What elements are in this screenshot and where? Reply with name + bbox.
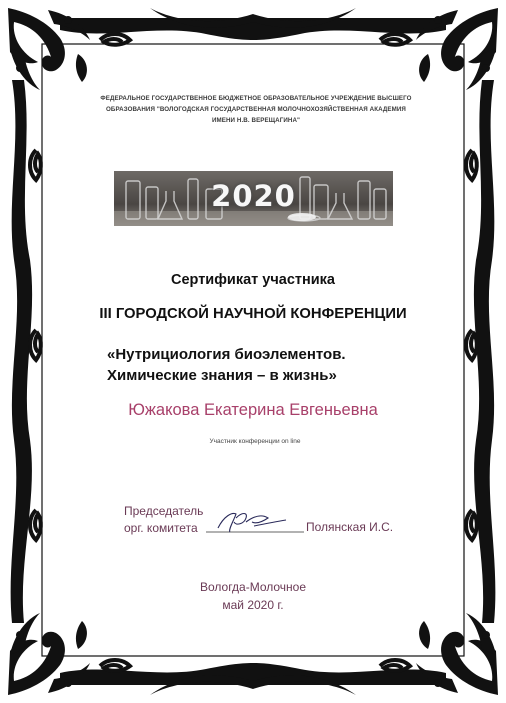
theme-line-1: «Нутрициология биоэлементов. [107,346,346,363]
org-line-1: ФЕДЕРАЛЬНОЕ ГОСУДАРСТВЕННОЕ БЮДЖЕТНОЕ ОБРАЗОВАТЕЛЬНОЕ УЧРЕЖДЕНИЕ ВЫСШЕГО [100,95,412,102]
recipient-role: Участник конференции on line [209,438,301,445]
theme-line-2: Химические знания – в жизнь» [107,367,337,384]
chair-label [124,503,203,537]
date: май 2020 г. [222,598,284,612]
chair-label-line-2: орг. комитета [124,521,198,535]
organization-header [86,93,426,126]
org-line-3: ИМЕНИ Н.В. ВЕРЕЩАГИНА" [211,117,301,124]
chair-label-line-1: Председатель [124,504,204,518]
conference-title: III ГОРОДСКОЙ НАУЧНОЙ КОНФЕРЕНЦИИ [99,306,407,322]
chair-name: Полянская И.С. [306,520,394,534]
place-date [130,578,376,614]
banner-year: 2020 [211,179,296,213]
signature-image [206,508,306,534]
org-line-2: ОБРАЗОВАНИЯ "ВОЛОГОДСКАЯ ГОСУДАРСТВЕННАЯ МОЛОЧНОХОЗЯЙСТВЕННАЯ АКАДЕМИЯ [106,106,406,113]
certificate-title: Сертификат участника [171,272,335,288]
banner-image [114,171,393,226]
recipient-name: Южакова Екатерина Евгеньевна [128,401,378,419]
place: Вологда-Молочное [199,580,307,594]
conference-theme [107,344,407,386]
